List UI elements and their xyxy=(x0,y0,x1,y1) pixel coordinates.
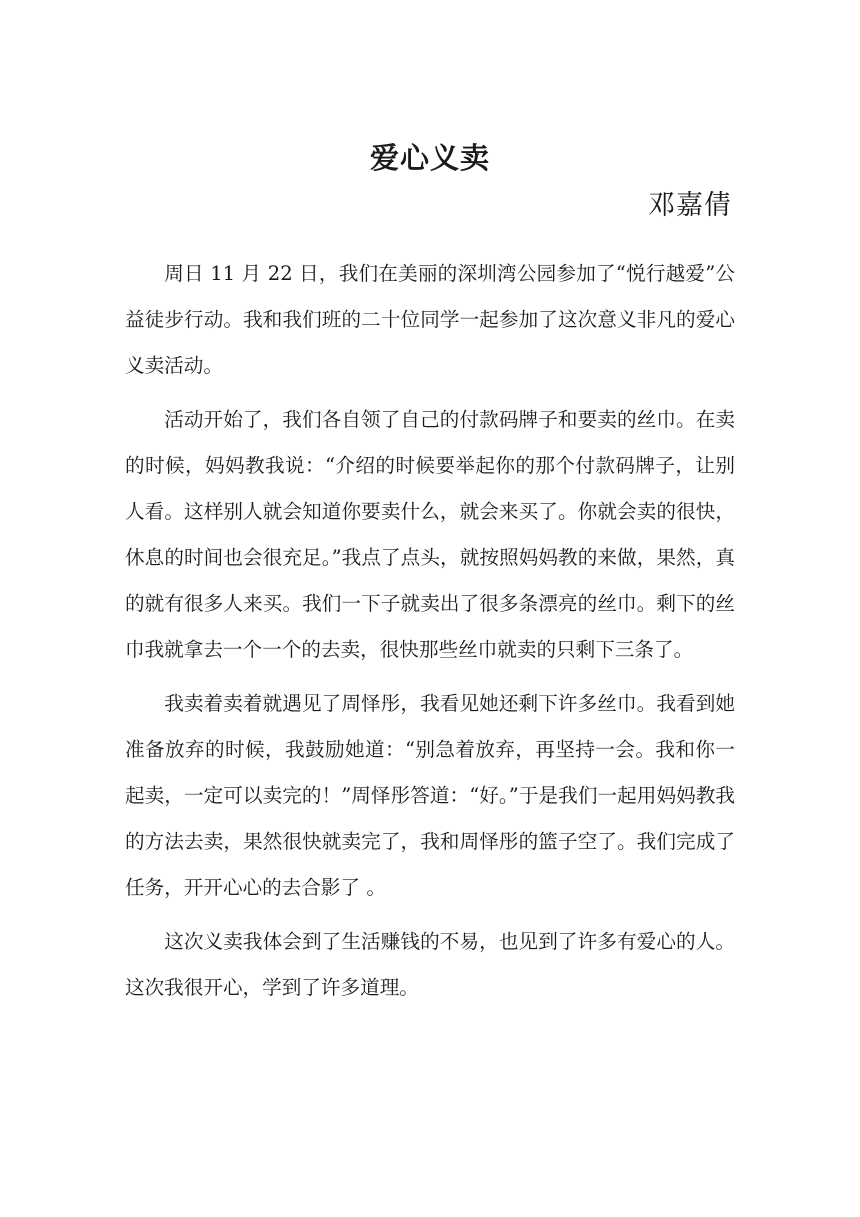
document-title: 爱心义卖 xyxy=(369,141,490,175)
document-body xyxy=(125,251,735,1019)
document-author: 邓嘉倩 xyxy=(648,190,732,221)
paragraph-4: 这次义卖我体会到了生活赚钱的不易，也见到了许多有爱心的人。这次我很开心，学到了许多道理。 xyxy=(125,930,735,999)
paragraph-1: 周日 11 月 22 日，我们在美丽的深圳湾公园参加了“悦行越爱”公益徒步行动。我和我们班的二十位同学一起参加了这次意义非凡的爱心义卖活动。 xyxy=(125,262,735,377)
paragraph-2: 活动开始了，我们各自领了自己的付款码牌子和要卖的丝巾。在卖的时候，妈妈教我说：“介绍的时候要举起你的那个付款码牌子，让别人看。这样别人就会知道你要卖什么，就会来买了。你就会卖的很快，休息的时间也会很充足。”我点了点头，就按照妈妈教的来做，果然，真的就有很多人来买。我们一下子就卖出了很多条漂亮的丝巾。剩下的丝巾我就拿去一个一个的去卖，很快那些丝巾就卖的只剩下三条了。 xyxy=(125,408,735,661)
paragraph-3: 我卖着卖着就遇见了周怿彤，我看见她还剩下许多丝巾。我看到她准备放弃的时候，我鼓励她道：“别急着放弃，再坚持一会。我和你一起卖，一定可以卖完的！”周怿彤答道：“好。”于是我们一起用妈妈教我的方法去卖，果然很快就卖完了，我和周怿彤的篮子空了。我们完成了任务，开开心心的去合影了 。 xyxy=(125,692,735,899)
